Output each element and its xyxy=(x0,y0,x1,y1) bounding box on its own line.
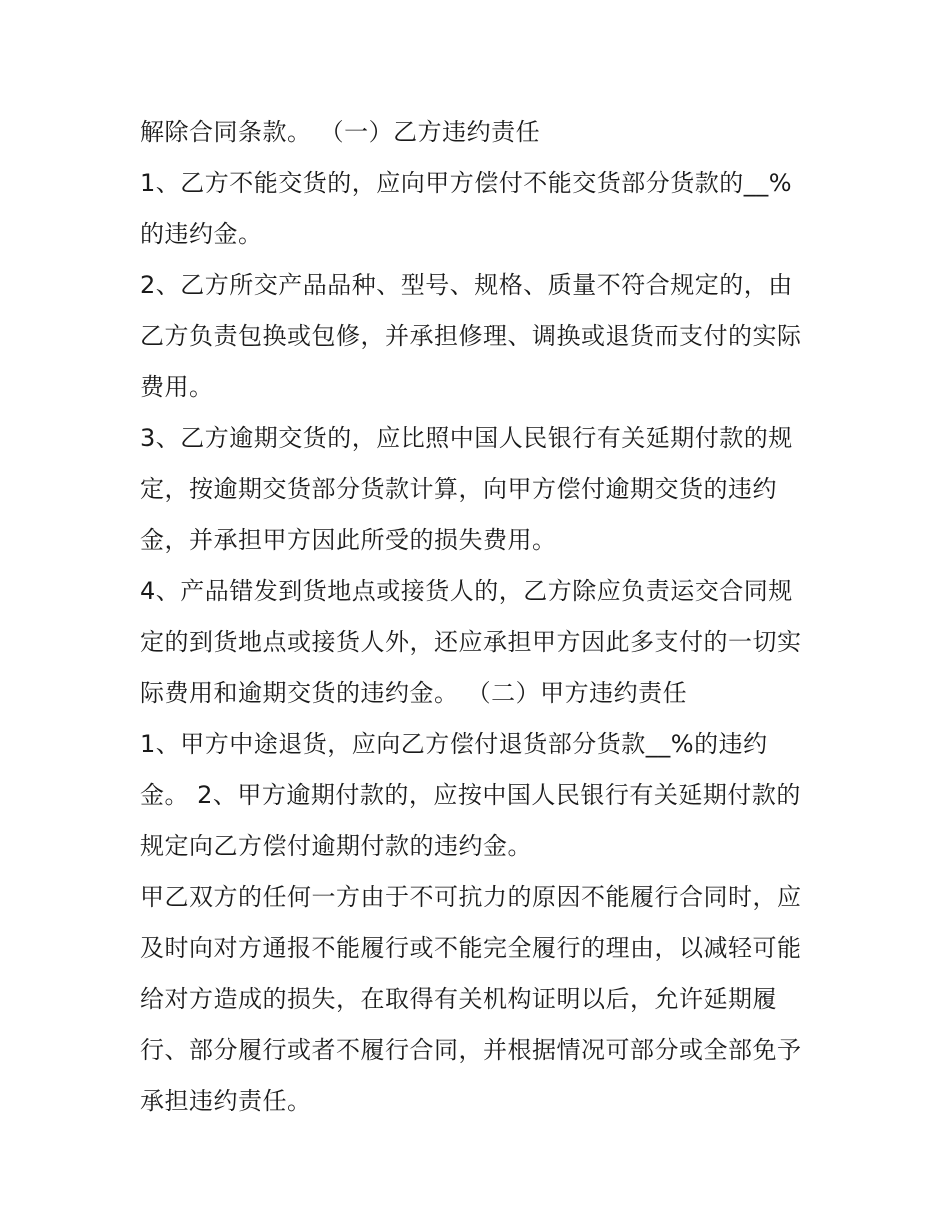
text-line: 费用。 xyxy=(140,373,214,401)
text-line: 给对方造成的损失，在取得有关机构证明以后，允许延期履 xyxy=(140,985,777,1013)
text-line: 金。 2、甲方逾期付款的，应按中国人民银行有关延期付款的 xyxy=(140,781,801,809)
text-line: 2、乙方所交产品品种、型号、规格、质量不符合规定的，由 xyxy=(140,271,793,299)
text-line: 定，按逾期交货部分货款计算，向甲方偿付逾期交货的违约 xyxy=(140,475,777,503)
text-line: 的违约金。 xyxy=(140,220,263,248)
text-line: 承担违约责任。 xyxy=(140,1087,312,1115)
text-line: 甲乙双方的任何一方由于不可抗力的原因不能履行合同时，应 xyxy=(140,883,802,911)
text-line: 规定向乙方偿付逾期付款的违约金。 xyxy=(140,832,532,860)
text-line: 4、产品错发到货地点或接货人的，乙方除应负责运交合同规 xyxy=(140,577,793,605)
document-body xyxy=(140,107,830,1127)
text-line: 及时向对方通报不能履行或不能完全履行的理由，以减轻可能 xyxy=(140,934,802,962)
text-line: 乙方负责包换或包修，并承担修理、调换或退货而支付的实际 xyxy=(140,322,802,350)
text-line: 1、乙方不能交货的，应向甲方偿付不能交货部分货款的__% xyxy=(140,169,793,197)
text-line: 3、乙方逾期交货的，应比照中国人民银行有关延期付款的规 xyxy=(140,424,793,452)
text-line: 定的到货地点或接货人外，还应承担甲方因此多支付的一切实 xyxy=(140,628,802,656)
text-line: 际费用和逾期交货的违约金。 （二）甲方违约责任 xyxy=(140,679,688,707)
text-line: 解除合同条款。 （一）乙方违约责任 xyxy=(140,118,541,146)
text-line: 金，并承担甲方因此所受的损失费用。 xyxy=(140,526,557,554)
text-line: 1、甲方中途退货，应向乙方偿付退货部分货款__%的违约 xyxy=(140,730,768,758)
text-line: 行、部分履行或者不履行合同，并根据情况可部分或全部免予 xyxy=(140,1036,802,1064)
